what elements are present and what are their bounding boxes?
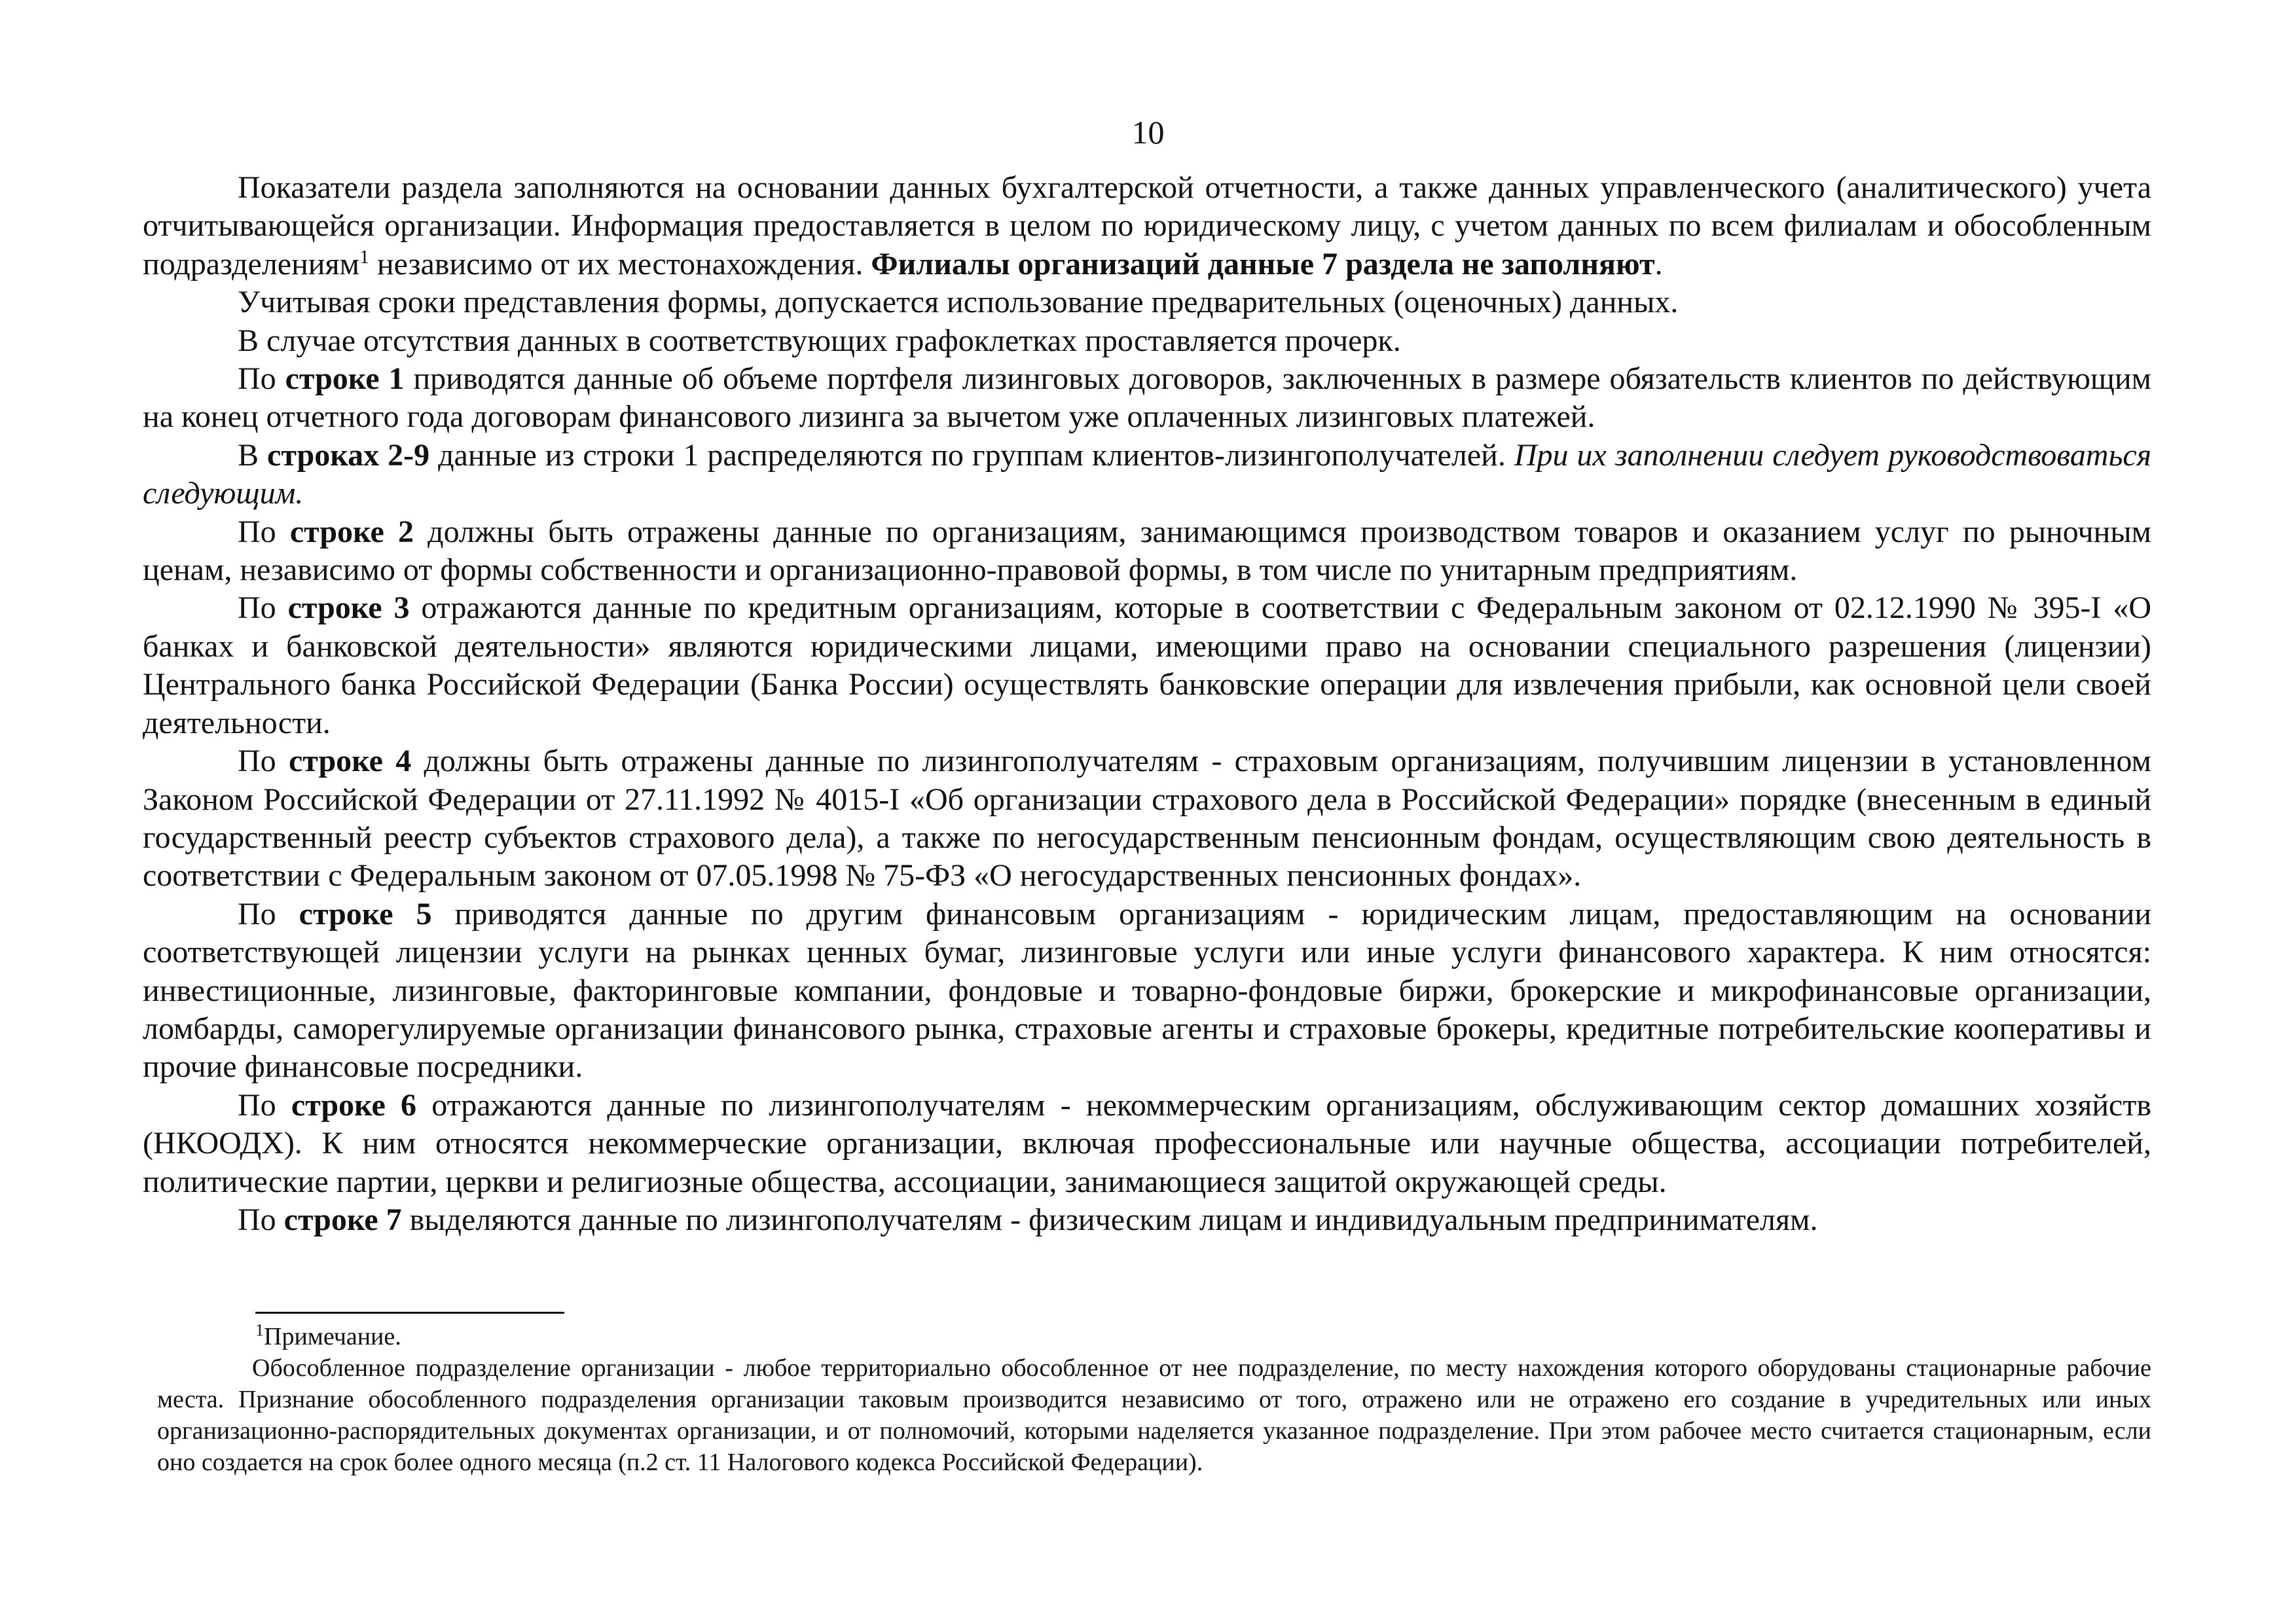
paragraph-intro-text: Показатели раздела заполняются на основании данных бухгалтерской отчетности, а также данных управленческого (аналитического) учета отчитывающейся организации. Информация предоставляется в целом по юридическому лицу, с учетом данных по всем филиалам и обособленным подразделениям — [143, 170, 2151, 281]
rows-2-9-prefix: В — [238, 437, 268, 473]
row-3-prefix: По — [238, 590, 288, 626]
row-6-text: отражаются данные по лизингополучателям - некоммерческим организациям, обслуживающим сектор домашних хозяйств (НКООДХ). К ним относятся некоммерческие организации, включая профессиональные или научные общества, ассоциации потребителей, политические партии, церкви и религиозные общества, ассоциации, занимающиеся защитой окружающей среды. — [143, 1087, 2152, 1199]
row-3-label: строке 3 — [287, 590, 410, 626]
paragraph-intro — [143, 169, 2151, 283]
footnote-marker: 1 — [255, 1320, 264, 1340]
row-7-label: строке 7 — [283, 1202, 402, 1237]
paragraph-rows-2-9 — [143, 437, 2151, 513]
rows-2-9-text: данные из строки 1 распределяются по группам клиентов-лизингополучателей. — [429, 437, 1514, 473]
rows-2-9-italic: При их заполнении следует руководствоваться следующим. — [143, 437, 2152, 511]
footnote-divider — [255, 1312, 564, 1314]
paragraph-preliminary-data: Учитывая сроки представления формы, допускается использование предварительных (оценочных) данных. — [238, 285, 1679, 320]
paragraph-row-2 — [143, 513, 2151, 590]
row-3-text: отражаются данные по кредитным организациям, которые в соответствии с Федеральным законом от 02.12.1990 № 395-I «О банках и банковской деятельности» являются юридическими лицами, имеющими право на основании специального разрешения (лицензии) Центрального банка Российской Федерации (Банка России) осуществлять банковские операции для извлечения прибыли, как основной цели своей деятельности. — [143, 590, 2152, 740]
paragraph-row-5 — [143, 895, 2151, 1087]
page-number: 10 — [1131, 114, 1165, 151]
row-7-prefix: По — [238, 1202, 284, 1237]
row-4-text: должны быть отражены данные по лизингополучателям - страховым организациям, получившим лицензии в установленном Законом Российской Федерации от 27.11.1992 № 4015-I «Об организации страхового дела в Российской Федерации» порядке (внесенным в единый государственный реестр субъектов страхового дела), а также по негосударственным пенсионным фондам, осуществляющим свою деятельность в соответствии с Федеральным законом от 07.05.1998 № 75-ФЗ «О негосударственных пенсионных фондах». — [143, 744, 2152, 893]
paragraph-missing-data: В случае отсутствия данных в соответствующих графоклетках проставляется прочерк. — [238, 323, 1401, 358]
row-2-prefix: По — [238, 514, 290, 549]
paragraph-intro-text-2: независимо от их местонахождения. — [369, 246, 871, 281]
row-1-prefix: По — [238, 361, 285, 397]
branches-note: Филиалы организаций данные 7 раздела не заполняют — [871, 246, 1655, 281]
footnote-title — [157, 1321, 2151, 1352]
row-4-prefix: По — [238, 744, 289, 779]
row-5-text: приводятся данные по другим финансовым организациям - юридическим лицам, предоставляющим на основании соответствующей лицензии услуги на рынках ценных бумаг, лизинговые услуги или иные услуги финансового характера. К ним относятся: инвестиционные, лизинговые, факторинговые компании, фондовые и товарно-фондовые биржи, брокерские и микрофинансовые организации, ломбарды, саморегулируемые организации финансового рынка, страховые агенты и страховые брокеры, кредитные потребительские кооперативы и прочие финансовые посредники. — [143, 896, 2151, 1085]
paragraph-intro-end: . — [1654, 246, 1663, 281]
row-1-text: приводятся данные об объеме портфеля лизинговых договоров, заключенных в размере обязательств клиентов по действующим на конец отчетного года договорам финансового лизинга за вычетом уже оплаченных лизинговых платежей. — [143, 361, 2152, 435]
row-2-text: должны быть отражены данные по организациям, занимающимся производством товаров и оказанием услуг по рыночным ценам, независимо от формы собственности и организационно-правовой формы, в том числе по унитарным предприятиям. — [143, 514, 2151, 588]
paragraph-row-3 — [143, 589, 2151, 742]
rows-2-9-label: строках 2-9 — [267, 437, 430, 473]
row-2-label: строке 2 — [289, 514, 414, 549]
row-4-label: строке 4 — [288, 744, 412, 779]
document-body — [143, 169, 2151, 1239]
row-6-prefix: По — [238, 1087, 291, 1123]
row-7-text: выделяются данные по лизингополучателям - физическим лицам и индивидуальным предпринимателям. — [401, 1202, 1818, 1237]
footnote-title-text: Примечание. — [264, 1323, 401, 1350]
paragraph-row-4 — [143, 742, 2151, 895]
footnote — [157, 1321, 2151, 1478]
footnote-text: Обособленное подразделение организации - любое территориально обособленное от нее подразделение, по месту нахождения которого оборудованы стационарные рабочие места. Признание обособленного подразделения организации таковым производится независимо от того, отражено или не отражено его создание в учредительных или иных организационно-распорядительных документах организации, и от полномочий, которыми наделяется указанное подразделение. При этом рабочее место считается стационарным, если оно создается на срок более одного месяца (п.2 ст. 11 Налогового кодекса Российской Федерации). — [157, 1354, 2151, 1476]
row-6-label: строке 6 — [291, 1087, 417, 1123]
row-1-label: строке 1 — [285, 361, 405, 397]
paragraph-row-6 — [143, 1087, 2151, 1201]
row-5-prefix: По — [238, 896, 299, 931]
paragraph-row-1 — [143, 360, 2151, 437]
row-5-label: строке 5 — [299, 896, 432, 931]
paragraph-row-7 — [143, 1201, 2151, 1239]
footnote-reference: 1 — [359, 245, 369, 268]
